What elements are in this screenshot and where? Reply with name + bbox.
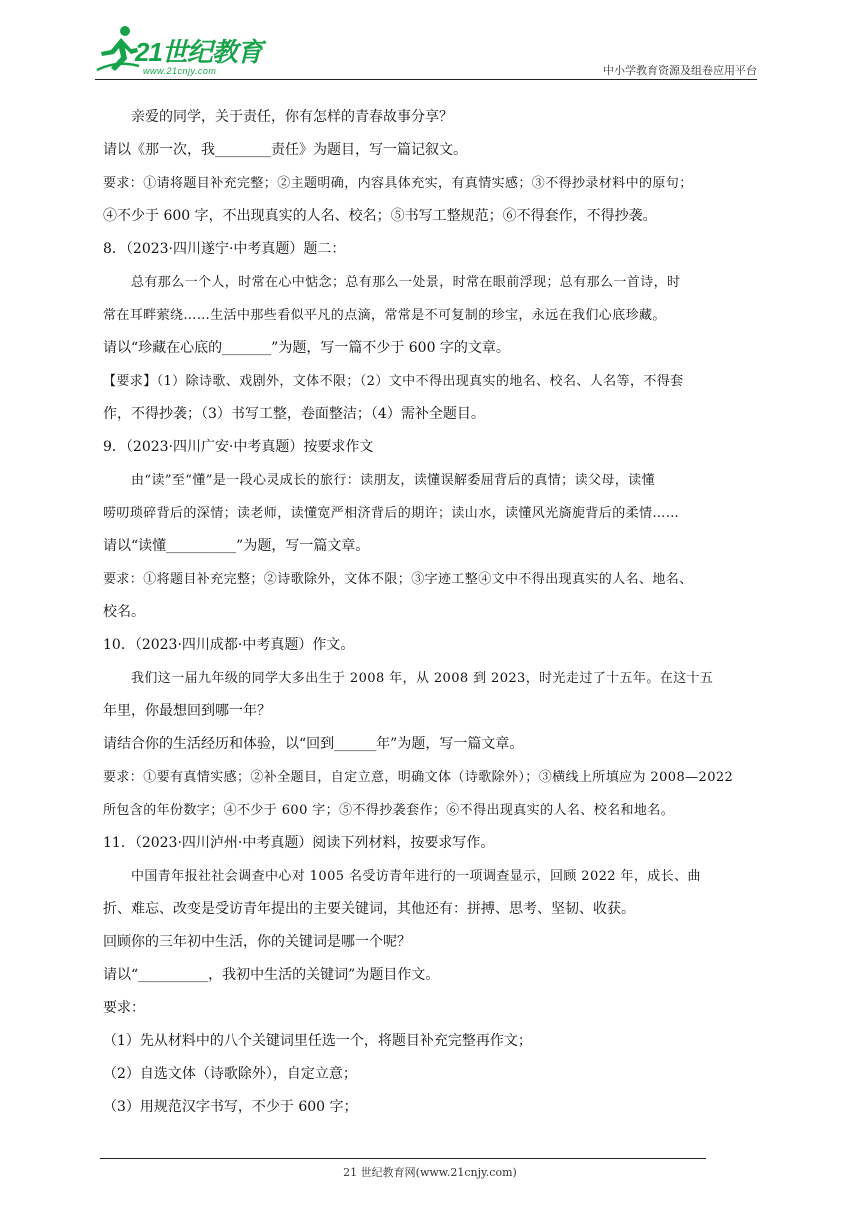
paragraph-line: 要求：①请将题目补充完整；②主题明确，内容具体充实，有真情实感；③不得抄录材料中的原句； [103,176,693,191]
paragraph-line: 中国青年报社社会调查中心对 1005 名受访青年进行的一项调查显示，回顾 2022 年，成长、曲 [131,869,701,884]
question-heading-10: 10．（2023·四川成都·中考真题）作文。 [103,637,355,653]
paragraph-line: 所包含的年份数字；④不少于 600 字；⑤不得抄袭套作；⑥不得出现真实的人名、校名和地名。 [103,803,675,818]
paragraph-line: 亲爱的同学，关于责任，你有怎样的青春故事分享？ [131,109,453,125]
paragraph-line: 折、难忘、改变是受访青年提出的主要关键词，其他还有：拼搏、思考、坚韧、收获。 [103,901,635,917]
paragraph-line: 请以“珍藏在心底的_______”为题，写一篇不少于 600 字的文章。 [103,340,510,356]
question-heading-9: 9．（2023·四川广安·中考真题）按要求作文 [103,439,374,455]
paragraph-line: 年里，你最想回到哪一年？ [103,703,271,719]
paragraph-line: 我们这一届九年级的同学大多出生于 2008 年，从 2008 到 2023，时光走过了十五年。在这十五 [131,671,714,686]
header-divider [95,79,757,80]
paragraph-line: 唠叨琐碎背后的深情；读老师，读懂宽严相济背后的期许；读山水，读懂风光旖旎背后的柔情…… [103,506,680,521]
paragraph-line: 校名。 [103,604,145,620]
paragraph-line: 由“读”至“懂”是一段心灵成长的旅行：读朋友，读懂误解委屈背后的真情；读父母，读懂 [131,473,655,488]
page-footer[interactable]: 21 世纪教育网(www.21cnjy.com) [343,1166,517,1179]
paragraph-line: ④不少于 600 字，不出现真实的人名、校名；⑤书写工整规范；⑥不得套作，不得抄袭。 [103,208,657,224]
paragraph-line: 要求：①要有真情实感；②补全题目，自定立意，明确文体（诗歌除外）；③横线上所填应为 2008—2022 [103,770,734,785]
question-heading-11: 11．（2023·四川泸州·中考真题）阅读下列材料，按要求写作。 [103,835,495,851]
paragraph-line: 回顾你的三年初中生活，你的关键词是哪一个呢？ [103,934,411,950]
paragraph-line: 作，不得抄袭；（3）书写工整，卷面整洁；（4）需补全题目。 [103,406,485,422]
site-logo[interactable] [95,24,265,76]
paragraph-line: 常在耳畔萦绕……生活中那些看似平凡的点滴，常常是不可复制的珍宝，永远在我们心底珍藏。 [103,308,666,323]
paragraph-line: 请以《那一次，我________责任》为题目，写一篇记叙文。 [103,142,467,158]
paragraph-line: （2）自选文体（诗歌除外），自定立意； [103,1066,357,1082]
paragraph-line: （3）用规范汉字书写，不少于 600 字； [103,1099,358,1115]
paragraph-line: 请以“读懂__________”为题，写一篇文章。 [103,538,370,554]
paragraph-line: 请结合你的生活经历和体验，以“回到______年”为题，写一篇文章。 [103,736,524,752]
logo-text: 21世纪教育 [135,37,262,67]
paragraph-line: 总有那么一个人，时常在心中惦念；总有那么一处景，时常在眼前浮现；总有那么一首诗，时 [131,275,681,290]
page-header [95,22,757,80]
question-heading-8: 8．（2023·四川遂宁·中考真题）题二： [103,241,346,257]
paragraph-line: （1）先从材料中的八个关键词里任选一个，将题目补充完整再作文； [103,1033,532,1049]
logo-url: www.21cnjy.com [143,66,217,76]
paragraph-line: 要求： [103,1000,145,1016]
paragraph-line: 【要求】（1）除诗歌、戏剧外，文体不限；（2）文中不得出现真实的地名、校名、人名等，不得套 [103,374,684,389]
footer-divider [100,1158,706,1159]
paragraph-line: 要求：①将题目补充完整；②诗歌除外，文体不限；③字迹工整④文中不得出现真实的人名、地名、 [103,572,693,587]
paragraph-line: 请以“__________，我初中生活的关键词”为题目作文。 [103,967,440,983]
site-tagline: 中小学教育资源及组卷应用平台 [603,64,757,77]
page-content [103,101,763,1124]
